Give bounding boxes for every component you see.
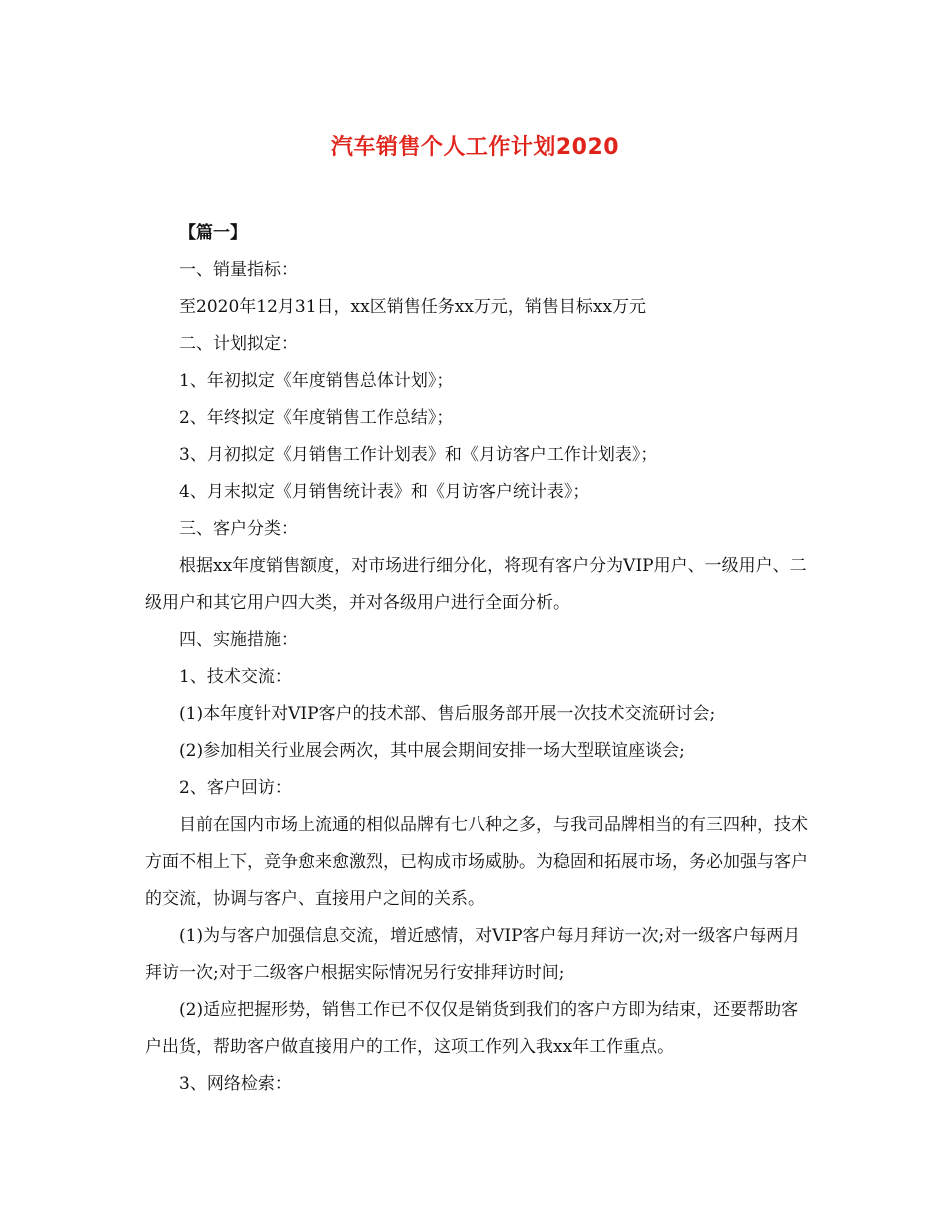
- paragraph: (2)参加相关行业展会两次，其中展会期间安排一场大型联谊座谈会;: [179, 741, 685, 761]
- paragraph: 1、年初拟定《年度销售总体计划》；: [179, 371, 454, 391]
- paragraph: 3、网络检索：: [179, 1074, 292, 1094]
- paragraph: 三、客户分类：: [179, 519, 298, 539]
- paragraph: (1)为与客户加强信息交流，增近感情，对VIP客户每月拜访一次;对一级客户每两月拜访一次;对于二级客户根据实际情况另行安排拜访时间;: [145, 926, 801, 983]
- paragraph: (1)本年度针对VIP客户的技术部、售后服务部开展一次技术交流研讨会;: [179, 704, 716, 724]
- paragraph: 2、客户回访：: [179, 778, 292, 798]
- paragraph: 2、年终拟定《年度销售工作总结》；: [179, 408, 454, 428]
- section-heading: 【篇一】: [179, 223, 247, 243]
- paragraph: 1、技术交流：: [179, 667, 292, 687]
- paragraph: 3、月初拟定《月销售工作计划表》和《月访客户工作计划表》；: [179, 445, 658, 465]
- paragraph: 根据xx年度销售额度，对市场进行细分化，将现有客户分为VIP用户、一级用户、二级用户和其它用户四大类，并对各级用户进行全面分析。: [145, 556, 807, 613]
- paragraph: 4、月末拟定《月销售统计表》和《月访客户统计表》；: [179, 482, 590, 502]
- paragraph: 一、销量指标：: [179, 260, 298, 280]
- paragraph: 四、实施措施：: [179, 630, 298, 650]
- document-body: [145, 215, 810, 1103]
- paragraph: 目前在国内市场上流通的相似品牌有七八种之多，与我司品牌相当的有三四种，技术方面不相上下，竞争愈来愈激烈，已构成市场威胁。为稳固和拓展市场，务必加强与客户的交流，协调与客户、直接用户之间的关系。: [145, 815, 808, 909]
- document-title: 汽车销售个人工作计划2020: [330, 135, 620, 160]
- paragraph: 二、计划拟定：: [179, 334, 298, 354]
- paragraph: 至2020年12月31日，xx区销售任务xx万元，销售目标xx万元: [179, 297, 647, 317]
- paragraph: (2)适应把握形势，销售工作已不仅仅是销货到我们的客户方即为结束，还要帮助客户出货，帮助客户做直接用户的工作，这项工作列入我xx年工作重点。: [145, 1000, 799, 1057]
